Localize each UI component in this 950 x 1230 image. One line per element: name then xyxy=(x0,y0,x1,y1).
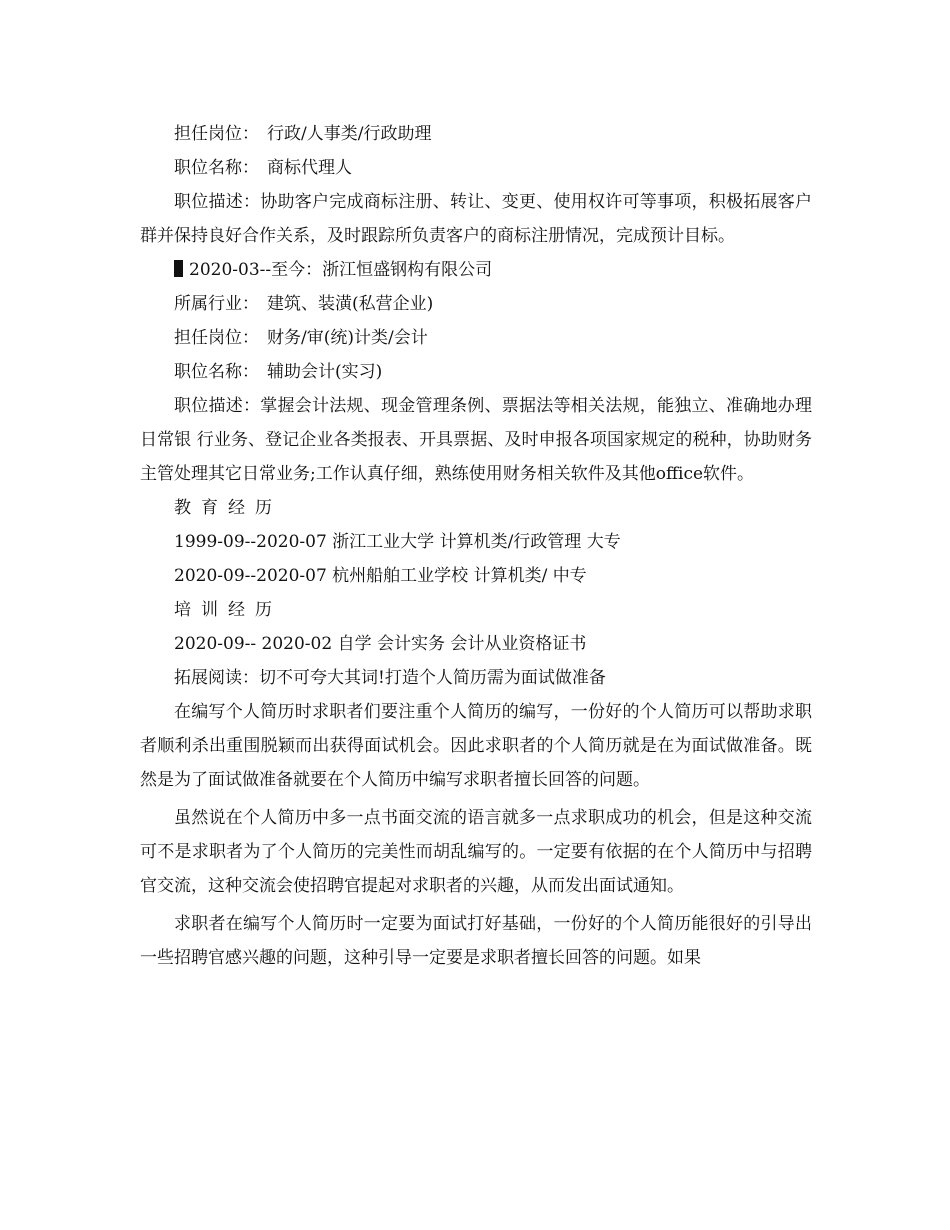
job1-description: 职位描述：协助客户完成商标注册、转让、变更、使用权许可等事项，积极拓展客户群并保持良好合作关系，及时跟踪所负责客户的商标注册情况，完成预计目标。 xyxy=(140,192,812,246)
job2-industry-label: 所属行业： xyxy=(174,294,259,314)
article-title: 拓展阅读：切不可夸大其词!打造个人简历需为面试做准备 xyxy=(174,668,606,688)
job1-post-line xyxy=(140,117,812,151)
job2-title-line xyxy=(140,355,812,389)
education-item: 1999-09--2020-07 浙江工业大学 计算机类/行政管理 大专 xyxy=(174,532,621,552)
job2-header-text: 2020-03--至今：浙江恒盛钢构有限公司 xyxy=(189,260,493,280)
job1-title-line xyxy=(140,151,812,185)
bullet-marker xyxy=(174,260,183,277)
job2-post-line xyxy=(140,321,812,355)
education-item: 2020-09--2020-07 杭州船舶工业学校 计算机类/ 中专 xyxy=(174,566,587,586)
job2-description: 职位描述：掌握会计法规、现金管理条例、票据法等相关法规，能独立、准确地办理日常银 行业务、登记企业各类报表、开具票据、及时申报各项国家规定的税种，协助财务主管处理其它日常业务;工作认真仔细，熟练使用财务相关软件及其他office软件。 xyxy=(140,396,812,484)
article-paragraph: 求职者在编写个人简历时一定要为面试打好基础，一份好的个人简历能很好的引导出一些招聘官感兴趣的问题，这种引导一定要是求职者擅长回答的问题。如果 xyxy=(140,914,812,968)
job2-post-value: 财务/审(统)计类/会计 xyxy=(267,328,428,348)
article-paragraph: 虽然说在个人简历中多一点书面交流的语言就多一点求职成功的机会，但是这种交流可不是求职者为了个人简历的完美性而胡乱编写的。一定要有依据的在个人简历中与招聘官交流，这种交流会使招聘官提起对求职者的兴趣，从而发出面试通知。 xyxy=(140,808,812,896)
job2-header xyxy=(140,253,812,287)
training-item: 2020-09-- 2020-02 自学 会计实务 会计从业资格证书 xyxy=(174,634,587,654)
job2-title-label: 职位名称： xyxy=(174,362,259,382)
job1-title-value: 商标代理人 xyxy=(267,158,352,178)
document-body xyxy=(140,117,812,975)
job2-industry-line xyxy=(140,287,812,321)
job1-title-label: 职位名称： xyxy=(174,158,259,178)
training-heading: 培训经历 xyxy=(174,600,282,620)
job1-post-label: 担任岗位： xyxy=(174,124,259,144)
job1-post-value: 行政/人事类/行政助理 xyxy=(267,124,432,144)
education-heading: 教育经历 xyxy=(174,498,282,518)
job2-industry-value: 建筑、装潢(私营企业) xyxy=(267,294,434,314)
job2-post-label: 担任岗位： xyxy=(174,328,259,348)
job2-title-value: 辅助会计(实习) xyxy=(267,362,383,382)
article-paragraph: 在编写个人简历时求职者们要注重个人简历的编写，一份好的个人简历可以帮助求职者顺利杀出重围脱颖而出获得面试机会。因此求职者的个人简历就是在为面试做准备。既然是为了面试做准备就要在个人简历中编写求职者擅长回答的问题。 xyxy=(140,702,812,790)
